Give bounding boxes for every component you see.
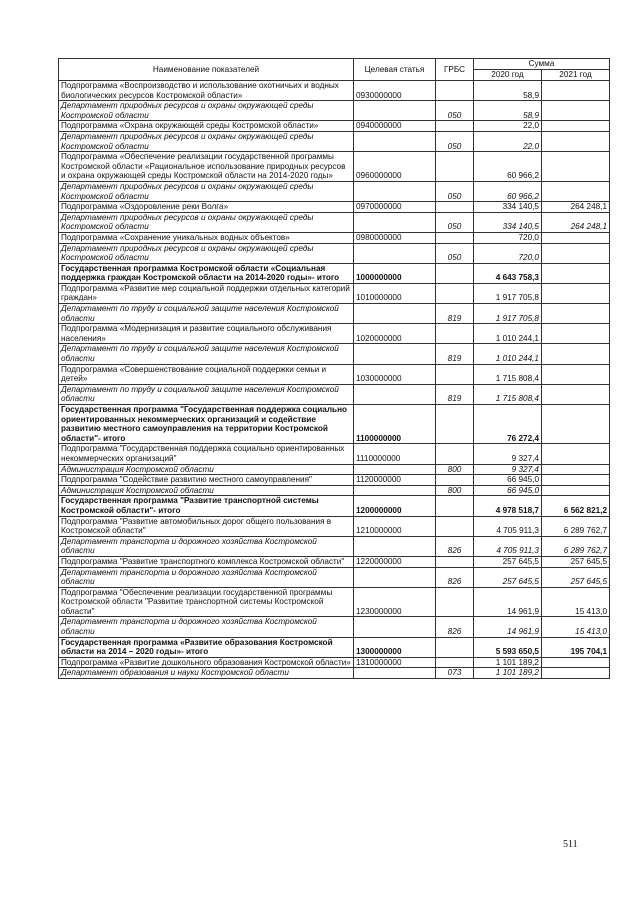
- header-sum: Сумма: [474, 59, 610, 70]
- table-row: [59, 405, 610, 444]
- cell-grbs: 800: [436, 464, 474, 475]
- cell-name: Подпрограмма «Совершенствование социальной поддержки семьи и детей»: [59, 364, 354, 384]
- cell-sum-2021: [542, 243, 610, 263]
- cell-sum-2021: 6 289 762,7: [542, 536, 610, 556]
- cell-name: Департамент транспорта и дорожного хозяйства Костромской области: [59, 567, 354, 587]
- cell-grbs: [436, 496, 474, 516]
- table-row: [59, 496, 610, 516]
- table-row: [59, 121, 610, 132]
- table-row: [59, 485, 610, 496]
- cell-grbs: [436, 81, 474, 101]
- page-number: 511: [563, 839, 578, 850]
- cell-grbs: [436, 263, 474, 283]
- cell-sum-2021: [542, 101, 610, 121]
- header-target-article: Целевая статья: [354, 59, 436, 81]
- cell-sum-2021: 257 645,5: [542, 567, 610, 587]
- header-year-2020: 2020 год: [474, 70, 542, 81]
- cell-grbs: [436, 152, 474, 182]
- cell-sum-2021: [542, 131, 610, 151]
- cell-sum-2021: 195 704,1: [542, 637, 610, 657]
- cell-target-article: [354, 243, 436, 263]
- cell-sum-2020: 1 715 808,4: [474, 364, 542, 384]
- cell-sum-2020: 334 140,5: [474, 212, 542, 232]
- cell-name: Подпрограмма "Государственная поддержка социально ориентированных некоммерческих организаций": [59, 444, 354, 464]
- cell-target-article: 1010000000: [354, 283, 436, 303]
- cell-sum-2021: 6 289 762,7: [542, 516, 610, 536]
- cell-target-article: [354, 212, 436, 232]
- cell-name: Департамент по труду и социальной защите населения Костромской области: [59, 384, 354, 404]
- cell-target-article: 0960000000: [354, 152, 436, 182]
- cell-target-article: 1230000000: [354, 587, 436, 617]
- table-row: [59, 212, 610, 232]
- cell-sum-2020: 1 917 705,8: [474, 304, 542, 324]
- cell-name: Подпрограмма «Воспроизводство и использование охотничьих и водных биологических ресурсов Костромской области»: [59, 81, 354, 101]
- table-row: [59, 364, 610, 384]
- cell-sum-2021: [542, 232, 610, 243]
- header-year-2021: 2021 год: [542, 70, 610, 81]
- table-row: [59, 181, 610, 201]
- cell-name: Департамент природных ресурсов и охраны окружающей среды Костромской области: [59, 181, 354, 201]
- cell-target-article: 1100000000: [354, 405, 436, 444]
- table-row: [59, 283, 610, 303]
- cell-sum-2020: 14 961,9: [474, 587, 542, 617]
- cell-sum-2020: 1 715 808,4: [474, 384, 542, 404]
- cell-sum-2021: [542, 485, 610, 496]
- cell-name: Подпрограмма «Развитие мер социальной поддержки отдельных категорий граждан»: [59, 283, 354, 303]
- header-name: Наименование показателей: [59, 59, 354, 81]
- table-row: [59, 444, 610, 464]
- cell-sum-2021: [542, 464, 610, 475]
- cell-name: Подпрограмма «Обеспечение реализации государственной программы Костромской области «Рациональное использование природных ресурсов и охрана окружающей среды Костромской области на 2014-2020 годы»: [59, 152, 354, 182]
- cell-target-article: [354, 668, 436, 679]
- cell-name: Подпрограмма «Охрана окружающей среды Костромской области»: [59, 121, 354, 132]
- cell-name: Государственная программа "Государственная поддержка социально ориентированных некоммерческих организаций и содействие развитию местного самоуправления на территории Костромской области"- итого: [59, 405, 354, 444]
- cell-grbs: 826: [436, 617, 474, 637]
- cell-name: Департамент природных ресурсов и охраны окружающей среды Костромской области: [59, 131, 354, 151]
- cell-target-article: [354, 384, 436, 404]
- cell-target-article: 0980000000: [354, 232, 436, 243]
- cell-target-article: [354, 101, 436, 121]
- cell-name: Подпрограмма "Развитие автомобильных дорог общего пользования в Костромской области": [59, 516, 354, 536]
- cell-grbs: [436, 444, 474, 464]
- table-row: [59, 556, 610, 567]
- cell-target-article: [354, 131, 436, 151]
- cell-target-article: 0930000000: [354, 81, 436, 101]
- cell-target-article: [354, 485, 436, 496]
- cell-sum-2020: 60 966,2: [474, 181, 542, 201]
- cell-grbs: 073: [436, 668, 474, 679]
- cell-grbs: 800: [436, 485, 474, 496]
- cell-name: Департамент транспорта и дорожного хозяйства Костромской области: [59, 536, 354, 556]
- cell-name: Государственная программа Костромской области «Социальная поддержка граждан Костромской области на 2014-2020 годы»- итого: [59, 263, 354, 283]
- cell-sum-2021: [542, 444, 610, 464]
- cell-sum-2020: 22,0: [474, 131, 542, 151]
- cell-grbs: 050: [436, 181, 474, 201]
- cell-grbs: [436, 405, 474, 444]
- cell-sum-2020: 720,0: [474, 243, 542, 263]
- cell-grbs: [436, 657, 474, 668]
- cell-name: Департамент образования и науки Костромской области: [59, 668, 354, 679]
- cell-name: Департамент природных ресурсов и охраны окружающей среды Костромской области: [59, 212, 354, 232]
- cell-target-article: 1030000000: [354, 364, 436, 384]
- cell-grbs: [436, 283, 474, 303]
- table-row: [59, 587, 610, 617]
- cell-sum-2021: 15 413,0: [542, 617, 610, 637]
- table-row: [59, 232, 610, 243]
- table-row: [59, 202, 610, 213]
- table-row: [59, 304, 610, 324]
- cell-sum-2021: [542, 344, 610, 364]
- cell-name: Подпрограмма «Модернизация и развитие социального обслуживания населения»: [59, 324, 354, 344]
- cell-sum-2021: 264 248,1: [542, 202, 610, 213]
- cell-target-article: [354, 464, 436, 475]
- cell-sum-2021: [542, 384, 610, 404]
- cell-name: Администрация Костромской области: [59, 464, 354, 475]
- cell-name: Подпрограмма «Оздоровление реки Волга»: [59, 202, 354, 213]
- cell-sum-2020: 4 705 911,3: [474, 516, 542, 536]
- cell-target-article: [354, 536, 436, 556]
- cell-grbs: [436, 324, 474, 344]
- cell-name: Подпрограмма "Содействие развитию местного самоуправления": [59, 475, 354, 486]
- table-row: [59, 384, 610, 404]
- cell-sum-2020: 58,9: [474, 101, 542, 121]
- cell-grbs: [436, 202, 474, 213]
- cell-sum-2021: [542, 475, 610, 486]
- table-row: [59, 637, 610, 657]
- table-row: [59, 475, 610, 486]
- cell-sum-2020: 1 010 244,1: [474, 324, 542, 344]
- cell-sum-2021: 257 645,5: [542, 556, 610, 567]
- cell-grbs: 050: [436, 212, 474, 232]
- cell-name: Подпрограмма "Обеспечение реализации государственной программы Костромской области "Развитие транспортной системы Костромской области": [59, 587, 354, 617]
- cell-sum-2020: 720,0: [474, 232, 542, 243]
- cell-sum-2020: 1 101 189,2: [474, 657, 542, 668]
- cell-sum-2020: 66 945,0: [474, 485, 542, 496]
- cell-sum-2021: [542, 657, 610, 668]
- table-row: [59, 152, 610, 182]
- budget-table: [58, 58, 610, 679]
- cell-target-article: 1220000000: [354, 556, 436, 567]
- cell-target-article: [354, 304, 436, 324]
- cell-name: Подпрограмма «Развитие дошкольного образования Костромской области»: [59, 657, 354, 668]
- cell-sum-2021: [542, 405, 610, 444]
- table-row: [59, 617, 610, 637]
- cell-target-article: 1200000000: [354, 496, 436, 516]
- cell-name: Департамент по труду и социальной защите населения Костромской области: [59, 304, 354, 324]
- cell-name: Подпрограмма «Сохранение уникальных водных объектов»: [59, 232, 354, 243]
- cell-name: Государственная программа "Развитие транспортной системы Костромской области"- итого: [59, 496, 354, 516]
- cell-sum-2021: [542, 668, 610, 679]
- cell-grbs: [436, 475, 474, 486]
- cell-sum-2020: 4 978 518,7: [474, 496, 542, 516]
- cell-name: Департамент по труду и социальной защите населения Костромской области: [59, 344, 354, 364]
- cell-grbs: [436, 587, 474, 617]
- cell-grbs: 826: [436, 536, 474, 556]
- cell-sum-2020: 60 966,2: [474, 152, 542, 182]
- table-body: [59, 81, 610, 679]
- cell-sum-2021: [542, 152, 610, 182]
- table-row: [59, 131, 610, 151]
- table-row: [59, 657, 610, 668]
- cell-grbs: 050: [436, 243, 474, 263]
- cell-name: Департамент природных ресурсов и охраны окружающей среды Костромской области: [59, 101, 354, 121]
- cell-target-article: [354, 617, 436, 637]
- cell-sum-2020: 4 705 911,3: [474, 536, 542, 556]
- cell-sum-2020: 66 945,0: [474, 475, 542, 486]
- cell-sum-2020: 58,9: [474, 81, 542, 101]
- cell-grbs: 819: [436, 344, 474, 364]
- table-row: [59, 263, 610, 283]
- table-row: [59, 567, 610, 587]
- cell-grbs: [436, 121, 474, 132]
- table-row: [59, 344, 610, 364]
- cell-sum-2020: 1 917 705,8: [474, 283, 542, 303]
- cell-target-article: 1000000000: [354, 263, 436, 283]
- cell-grbs: 826: [436, 567, 474, 587]
- cell-grbs: 819: [436, 304, 474, 324]
- cell-name: Департамент природных ресурсов и охраны окружающей среды Костромской области: [59, 243, 354, 263]
- header-grbs: ГРБС: [436, 59, 474, 81]
- cell-target-article: 0970000000: [354, 202, 436, 213]
- cell-target-article: 1020000000: [354, 324, 436, 344]
- cell-sum-2021: [542, 181, 610, 201]
- table-header: [59, 59, 610, 81]
- cell-grbs: [436, 232, 474, 243]
- cell-target-article: 1110000000: [354, 444, 436, 464]
- cell-sum-2020: 14 961,9: [474, 617, 542, 637]
- cell-target-article: 0940000000: [354, 121, 436, 132]
- cell-target-article: [354, 181, 436, 201]
- cell-target-article: 1310000000: [354, 657, 436, 668]
- cell-name: Администрация Костромской области: [59, 485, 354, 496]
- cell-grbs: 819: [436, 384, 474, 404]
- cell-sum-2021: [542, 324, 610, 344]
- cell-sum-2021: [542, 364, 610, 384]
- table-row: [59, 668, 610, 679]
- cell-sum-2021: [542, 121, 610, 132]
- cell-sum-2020: 257 645,5: [474, 567, 542, 587]
- cell-sum-2020: 5 593 650,5: [474, 637, 542, 657]
- cell-sum-2020: 4 643 758,3: [474, 263, 542, 283]
- cell-sum-2020: 76 272,4: [474, 405, 542, 444]
- cell-grbs: [436, 516, 474, 536]
- cell-sum-2021: 6 562 821,2: [542, 496, 610, 516]
- cell-target-article: 1300000000: [354, 637, 436, 657]
- cell-sum-2020: 334 140,5: [474, 202, 542, 213]
- cell-target-article: 1120000000: [354, 475, 436, 486]
- cell-name: Государственная программа «Развитие образования Костромской области на 2014 – 2020 годы»- итого: [59, 637, 354, 657]
- cell-grbs: 050: [436, 101, 474, 121]
- cell-sum-2021: [542, 263, 610, 283]
- table-row: [59, 516, 610, 536]
- cell-target-article: [354, 344, 436, 364]
- table-row: [59, 324, 610, 344]
- cell-sum-2021: [542, 81, 610, 101]
- cell-grbs: [436, 364, 474, 384]
- cell-sum-2021: [542, 283, 610, 303]
- cell-grbs: 050: [436, 131, 474, 151]
- cell-grbs: [436, 556, 474, 567]
- table-row: [59, 464, 610, 475]
- cell-sum-2021: 264 248,1: [542, 212, 610, 232]
- cell-grbs: [436, 637, 474, 657]
- cell-sum-2020: 9 327,4: [474, 444, 542, 464]
- cell-sum-2020: 1 010 244,1: [474, 344, 542, 364]
- cell-sum-2020: 22,0: [474, 121, 542, 132]
- cell-target-article: [354, 567, 436, 587]
- cell-name: Подпрограмма "Развитие транспортного комплекса Костромской области": [59, 556, 354, 567]
- table-row: [59, 243, 610, 263]
- table-row: [59, 536, 610, 556]
- table-row: [59, 81, 610, 101]
- table-row: [59, 101, 610, 121]
- cell-sum-2021: [542, 304, 610, 324]
- cell-sum-2020: 257 645,5: [474, 556, 542, 567]
- cell-sum-2021: 15 413,0: [542, 587, 610, 617]
- cell-target-article: 1210000000: [354, 516, 436, 536]
- cell-sum-2020: 1 101 189,2: [474, 668, 542, 679]
- cell-name: Департамент транспорта и дорожного хозяйства Костромской области: [59, 617, 354, 637]
- cell-sum-2020: 9 327,4: [474, 464, 542, 475]
